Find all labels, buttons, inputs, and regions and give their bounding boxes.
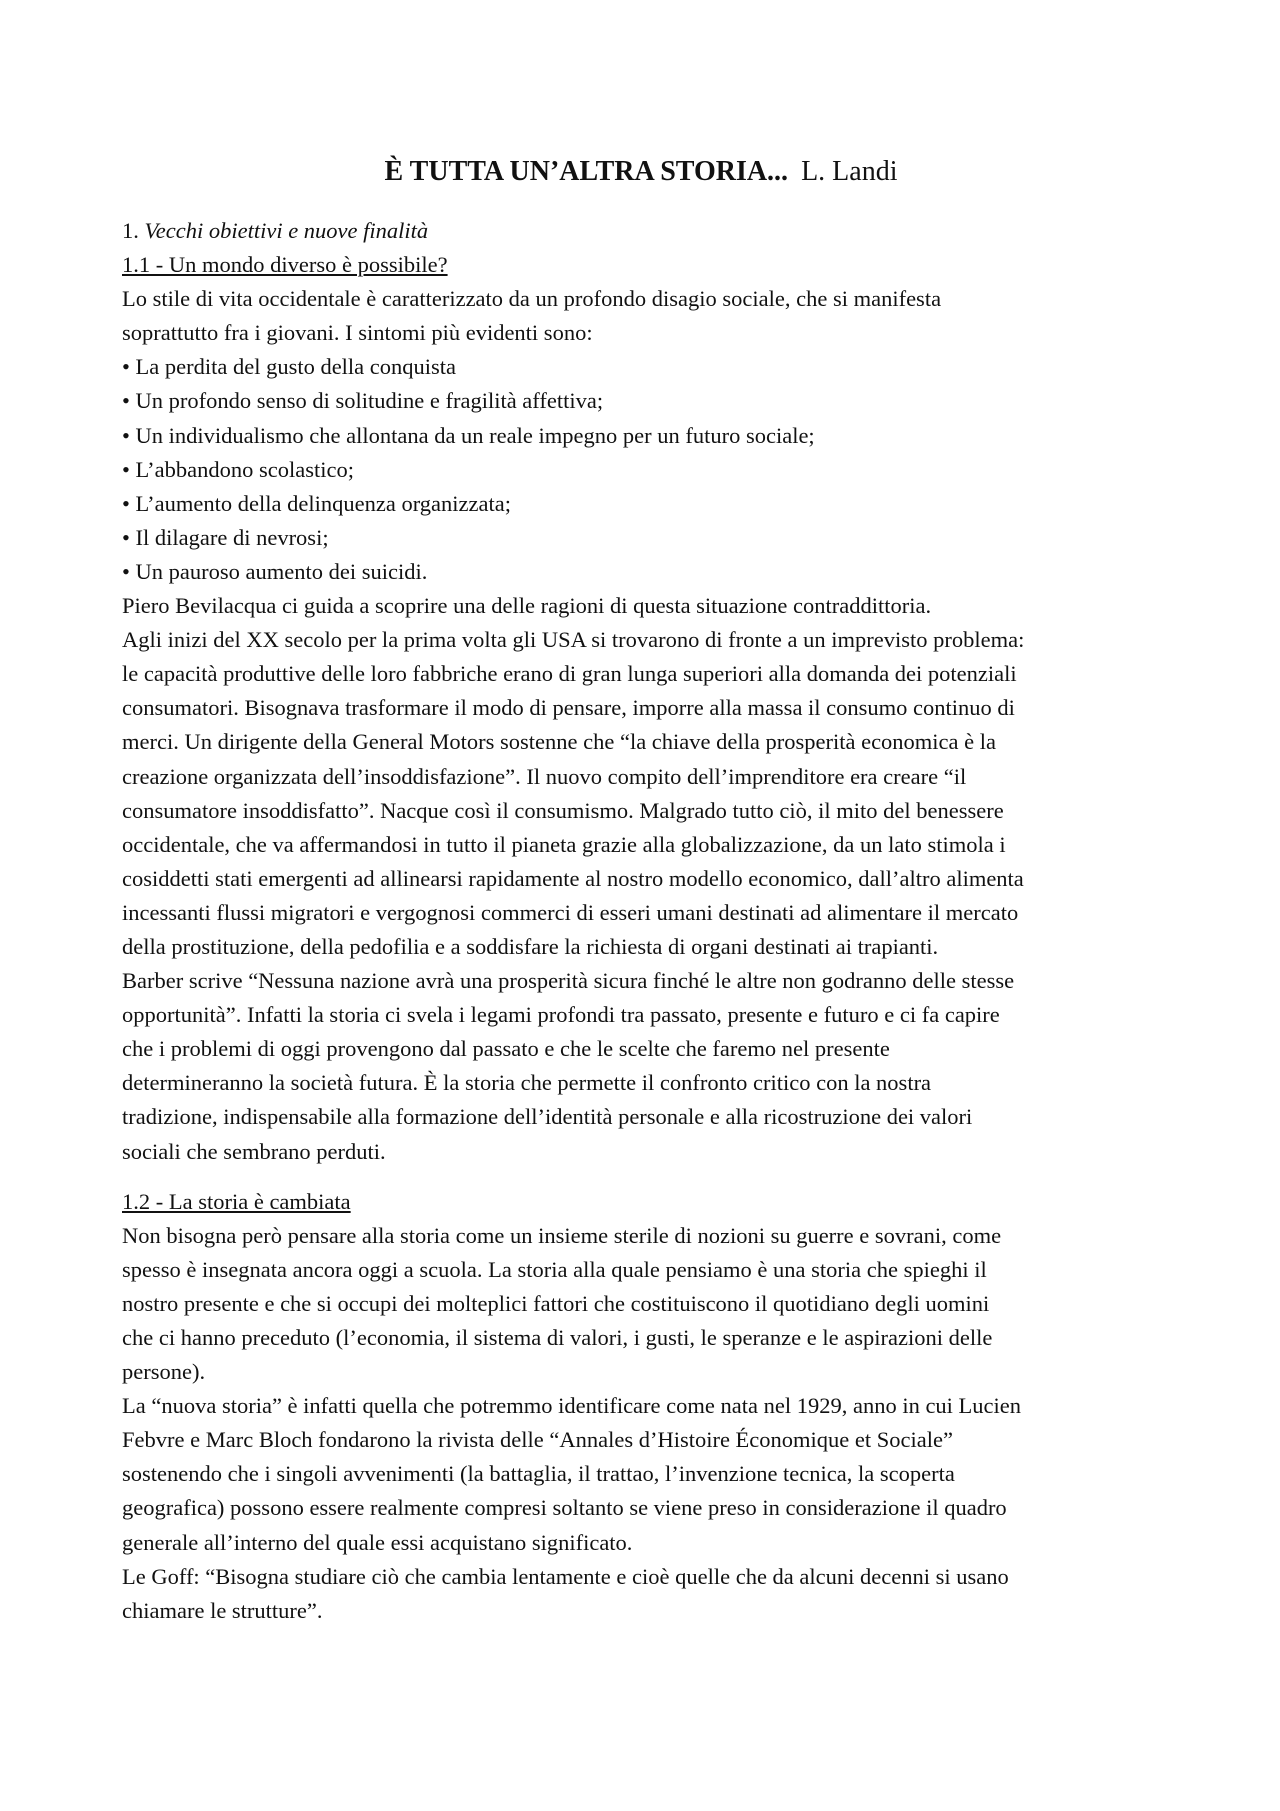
- bullet-item: • L’abbandono scolastico;: [122, 456, 354, 482]
- text-line: Barber scrive “Nessuna nazione avrà una prosperità sicura finché le altre non godranno delle stesse: [122, 968, 1015, 994]
- text-line: consumatori. Bisognava trasformare il modo di pensare, imporre alla massa il consumo continuo di: [122, 695, 1015, 721]
- text-line: che i problemi di oggi provengono dal passato e che le scelte che faremo nel presente: [122, 1036, 890, 1062]
- text-line: chiamare le strutture”.: [122, 1597, 323, 1623]
- text-line: sociali che sembrano perduti.: [122, 1138, 386, 1164]
- text-line: occidentale, che va affermandosi in tutto il pianeta grazie alla globalizzazione, da un lato stimola i: [122, 831, 1006, 857]
- text-line: le capacità produttive delle loro fabbriche erano di gran lunga superiori alla domanda dei potenziali: [122, 661, 1017, 687]
- text-line: merci. Un dirigente della General Motors sostenne che “la chiave della prosperità economica è la: [122, 729, 997, 755]
- text-line: cosiddetti stati emergenti ad allinearsi rapidamente al nostro modello economico, dall’altro alimenta: [122, 865, 1024, 891]
- text-line: incessanti flussi migratori e vergognosi commerci di esseri umani destinati ad alimentare il mercato: [122, 899, 1019, 925]
- text-line: geografica) possono essere realmente compresi soltanto se viene preso in considerazione il quadro: [122, 1495, 1007, 1521]
- title-main: È TUTTA UN’ALTRA STORIA...: [384, 156, 789, 187]
- chapter-number: 1.: [122, 218, 139, 243]
- text-line: La “nuova storia” è infatti quella che potremmo identificare come nata nel 1929, anno in cui Lucien: [122, 1393, 1022, 1419]
- chapter-title: Vecchi obiettivi e nuove finalità: [144, 218, 429, 243]
- text-line: determineranno la società futura. È la storia che permette il confronto critico con la nostra: [122, 1070, 932, 1096]
- section-1-1: [122, 248, 1160, 1169]
- text-line: nostro presente e che si occupi dei molteplici fattori che costituiscono il quotidiano degli uomini: [122, 1290, 990, 1316]
- bullet-item: • L’aumento della delinquenza organizzata;: [122, 490, 511, 516]
- text-line: creazione organizzata dell’insoddisfazione”. Il nuovo compito dell’imprenditore era creare “il: [122, 763, 967, 789]
- section-heading: 1.2 - La storia è cambiata: [122, 1188, 351, 1214]
- section-body: [122, 1219, 1160, 1628]
- text-line: Lo stile di vita occidentale è caratterizzato da un profondo disagio sociale, che si manifesta: [122, 286, 942, 312]
- text-line: Piero Bevilacqua ci guida a scoprire una delle ragioni di questa situazione contraddittoria.: [122, 593, 932, 619]
- text-line: tradizione, indispensabile alla formazione dell’identità personale e alla ricostruzione dei valori: [122, 1104, 973, 1130]
- text-line: che ci hanno preceduto (l’economia, il sistema di valori, i gusti, le speranze e le aspirazioni delle: [122, 1325, 993, 1350]
- section-1-2: [122, 1185, 1160, 1628]
- bullet-item: • Un pauroso aumento dei suicidi.: [122, 558, 428, 584]
- text-line: Febvre e Marc Bloch fondarono la rivista delle “Annales d’Histoire Économique et Sociale”: [122, 1427, 953, 1453]
- text-line: opportunità”. Infatti la storia ci svela i legami profondi tra passato, presente e futuro e ci fa capire: [122, 1002, 1000, 1028]
- text-line: della prostituzione, della pedofilia e a soddisfare la richiesta di organi destinati ai trapianti.: [122, 933, 939, 959]
- text-line: generale all’interno del quale essi acquistano significato.: [122, 1529, 633, 1555]
- bullet-item: • La perdita del gusto della conquista: [122, 354, 457, 380]
- text-line: soprattutto fra i giovani. I sintomi più evidenti sono:: [122, 320, 593, 346]
- section-heading: 1.1 - Un mondo diverso è possibile?: [122, 252, 448, 278]
- text-line: consumatore insoddisfatto”. Nacque così il consumismo. Malgrado tutto ciò, il mito del benessere: [122, 797, 1004, 823]
- chapter-heading: [122, 214, 1160, 248]
- text-line: Non bisogna però pensare alla storia come un insieme sterile di nozioni su guerre e sovrani, come: [122, 1222, 1002, 1248]
- bullet-item: • Un individualismo che allontana da un reale impegno per un futuro sociale;: [122, 422, 815, 448]
- text-line: spesso è insegnata ancora oggi a scuola. La storia alla quale pensiamo è una storia che spieghi il: [122, 1256, 987, 1282]
- text-line: Agli inizi del XX secolo per la prima volta gli USA si trovarono di fronte a un imprevisto problema:: [122, 627, 1025, 653]
- text-line: Le Goff: “Bisogna studiare ciò che cambia lentamente e cioè quelle che da alcuni decenni si usano: [122, 1563, 1009, 1589]
- bullet-item: • Un profondo senso di solitudine e fragilità affettiva;: [122, 388, 604, 414]
- text-line: sostenendo che i singoli avvenimenti (la battaglia, il trattao, l’invenzione tecnica, la scoperta: [122, 1461, 955, 1487]
- bullet-item: • Il dilagare di nevrosi;: [122, 524, 329, 550]
- section-body: [122, 282, 1160, 1168]
- text-line: persone).: [122, 1359, 206, 1385]
- title-author: L. Landi: [801, 156, 898, 187]
- section-spacer: [122, 1169, 1160, 1185]
- page-title: [122, 152, 1160, 192]
